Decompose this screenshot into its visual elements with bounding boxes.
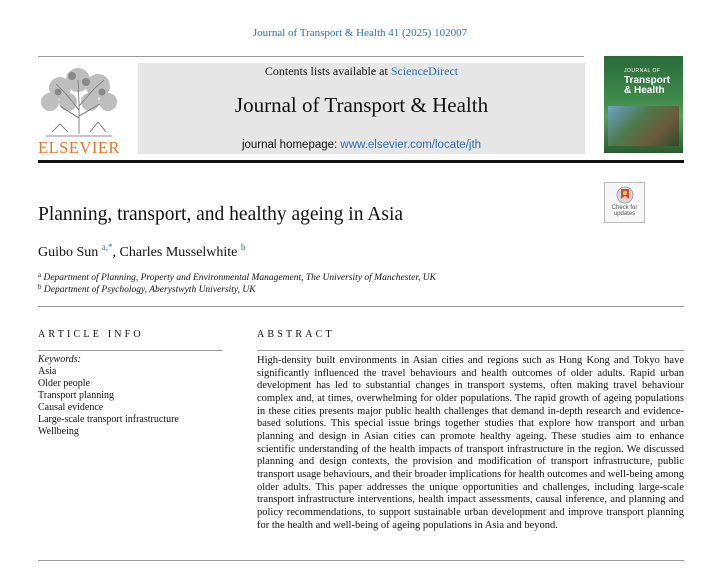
check-updates-line1: Check for	[611, 205, 638, 211]
cover-title	[624, 66, 670, 96]
keyword-item: Transport planning	[38, 390, 115, 401]
sciencedirect-link[interactable]: ScienceDirect	[390, 64, 459, 78]
author-separator: ,	[112, 245, 120, 260]
abstract-divider	[257, 350, 684, 351]
article-info-divider	[38, 350, 222, 351]
elsevier-wordmark[interactable]: ELSEVIER	[38, 138, 120, 157]
abstract-heading: ABSTRACT	[257, 329, 335, 340]
journal-cover-image[interactable]	[604, 56, 683, 153]
keywords-list	[38, 366, 179, 438]
affiliation-text: Department of Planning, Property and Environmental Management, The University of Manchester, UK	[43, 273, 436, 283]
keyword-item: Asia	[38, 366, 57, 377]
author-affiliation-marker[interactable]: b	[240, 242, 246, 252]
keywords-label: Keywords:	[38, 354, 81, 365]
author-name[interactable]: Guibo Sun	[38, 245, 99, 260]
homepage-line	[138, 139, 585, 151]
cover-photo	[608, 106, 679, 146]
journal-homepage-link[interactable]: www.elsevier.com/locate/jth	[340, 139, 482, 151]
author-list	[38, 242, 245, 261]
journal-masthead	[138, 63, 585, 154]
bottom-divider	[38, 560, 684, 561]
affiliation-a	[38, 271, 436, 283]
keyword-item: Wellbeing	[38, 426, 79, 437]
journal-name: Journal of Transport & Health	[234, 93, 489, 117]
author-affiliation-marker[interactable]: a,*	[101, 242, 113, 252]
author-name[interactable]: Charles Musselwhite	[119, 245, 238, 260]
affiliation-b	[38, 283, 256, 295]
keyword-item: Large-scale transport infrastructure	[38, 414, 179, 425]
top-divider	[38, 56, 584, 57]
affiliation-mark: b	[38, 283, 42, 291]
check-updates-line2: updates	[613, 211, 636, 217]
homepage-prefix: journal homepage:	[241, 139, 341, 151]
header-divider	[38, 306, 684, 307]
check-for-updates-button[interactable]	[604, 182, 645, 223]
keyword-item: Older people	[38, 378, 90, 389]
cover-line1: JOURNAL OF	[624, 68, 661, 74]
affiliation-text: Department of Psychology, Aberystwyth University, UK	[43, 285, 256, 295]
contents-line	[138, 64, 585, 79]
affiliation-mark: a	[38, 271, 42, 279]
article-info-heading: ARTICLE INFO	[38, 329, 144, 340]
check-for-updates-icon	[616, 186, 634, 204]
abstract-body: High-density built environments in Asian cities and regions such as Hong Kong and Tokyo have significantly influenced the travel behaviours and health outcomes of older adults. Rapid urban development has led to substantial changes in transport systems, often making travel behaviour complex and, at times, overwhelming for older populations. The rapid growth of ageing populations in these cities presents major public health challenges that demand in-depth research and evidence-based solutions. This special issue brings together studies that explore how transport and urban planning and design in Asian cities can promote healthy ageing. These studies aim to enhance scientific understanding of the health impacts of transport infrastructure in the region. We discussed planning and design contexts, the provision and modification of transport infrastructure, public transport usage behaviours, and their broader implications for health outcomes and well-being among older adults. This paper addresses the unique opportunities and challenges, including large-scale transport infrastructure interventions, health impact assessments, causal inference, and planning and policy recommendations, to support sustainable urban development and improve transport planning for the health and well-being of ageing populations in Asia and beyond.	[257, 355, 684, 531]
article-title: Planning, transport, and healthy ageing in Asia	[38, 204, 404, 225]
contents-prefix: Contents lists available at	[264, 64, 391, 78]
masthead-divider	[38, 160, 684, 163]
keyword-item: Causal evidence	[38, 402, 104, 413]
cover-line2: Transport	[624, 75, 671, 86]
cover-line3: & Health	[624, 85, 665, 96]
journal-citation-link[interactable]: Journal of Transport & Health 41 (2025) 102007	[252, 27, 468, 39]
